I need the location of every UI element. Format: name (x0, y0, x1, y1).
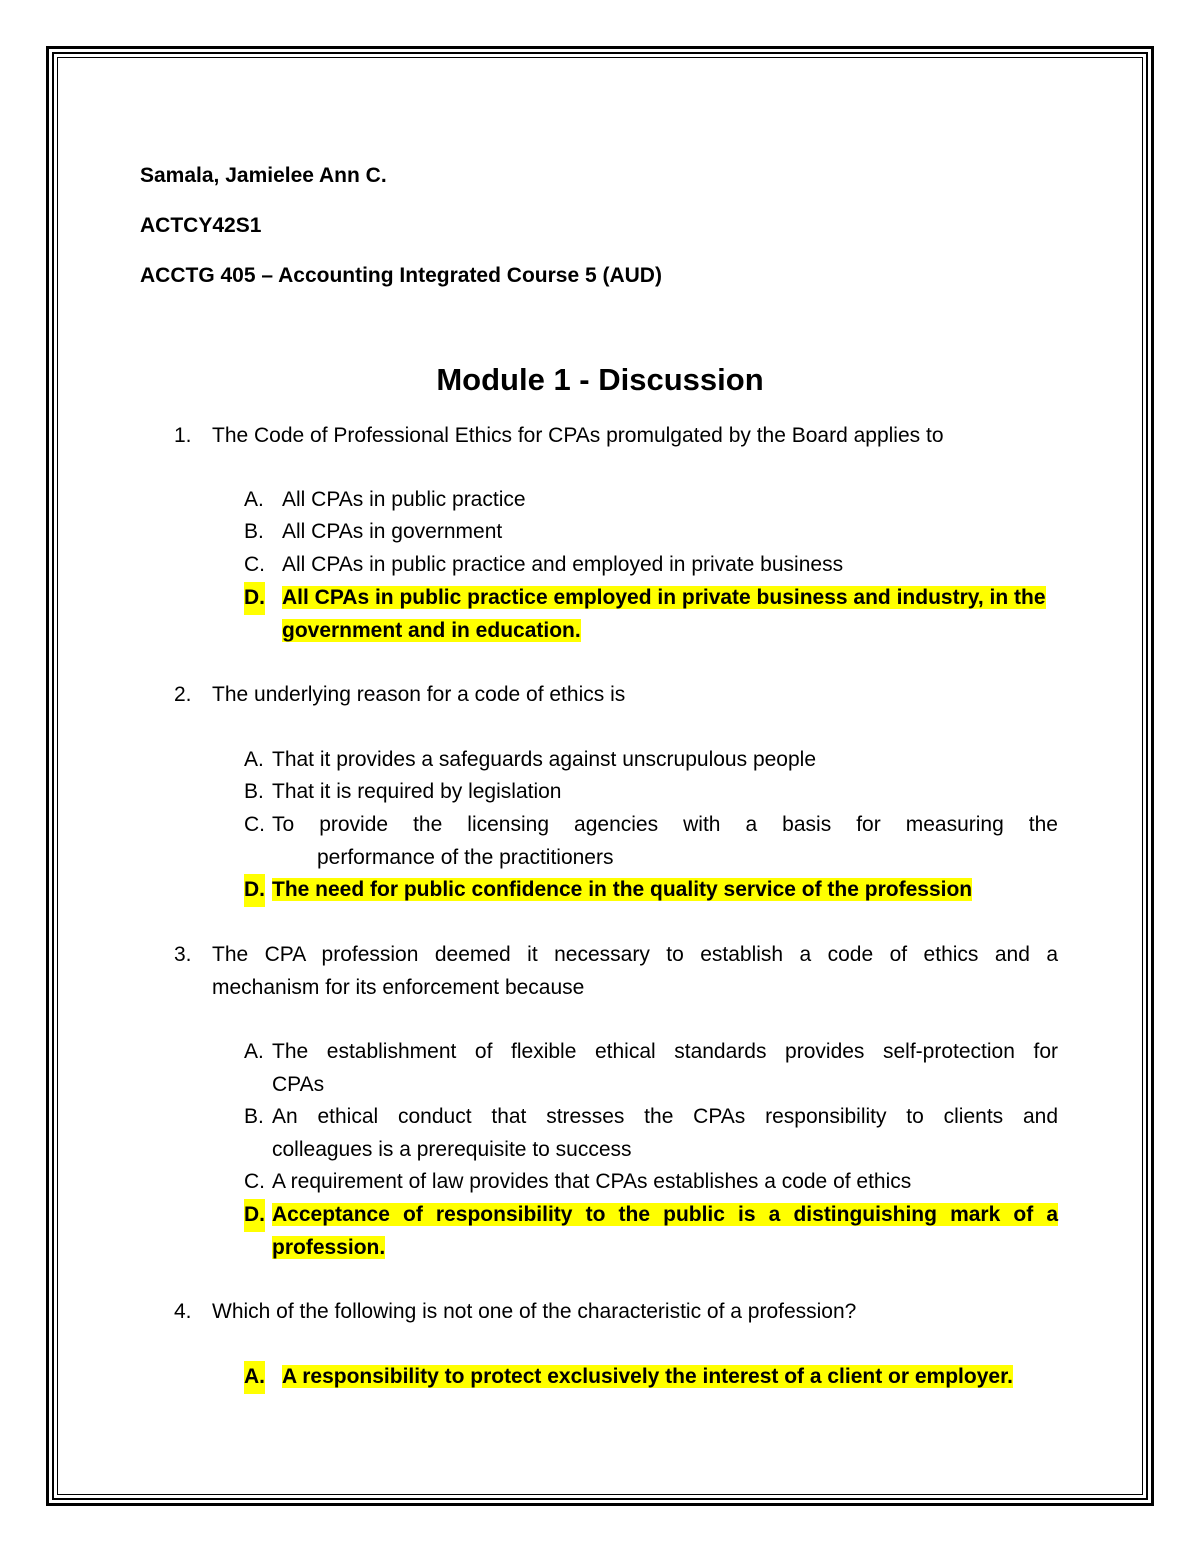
option-label: C. (244, 553, 265, 576)
question-text: The underlying reason for a code of ethics is (212, 683, 626, 706)
option-text: All CPAs in public practice (282, 488, 526, 511)
option-text-line-2: colleagues is a prerequisite to success (272, 1137, 632, 1161)
option-text: All CPAs in public practice and employed in private business (282, 553, 844, 576)
option-2c (244, 809, 1058, 874)
question-text-line-1: The CPA profession deemed it necessary to establish a code of ethics and a (212, 943, 1058, 966)
option-text-line-1: To provide the licensing agencies with a basis for measuring the (272, 813, 1058, 836)
option-3a (244, 1036, 1058, 1101)
option-text: All CPAs in government (282, 520, 503, 543)
option-text-line-1: An ethical conduct that stresses the CPAs responsibility to clients and (272, 1105, 1058, 1128)
question-3 (174, 939, 1058, 1004)
page-title: Module 1 - Discussion (436, 362, 764, 397)
option-1a (244, 484, 1058, 517)
course-title: ACCTG 405 – Accounting Integrated Course 5 (AUD) (140, 264, 662, 287)
student-name: Samala, Jamielee Ann C. (140, 164, 387, 187)
option-label: A. (244, 748, 264, 771)
option-text-line-2: performance of the practitioners (317, 845, 614, 869)
option-label: C. (244, 813, 265, 836)
question-text: The Code of Professional Ethics for CPAs promulgated by the Board applies to (212, 424, 944, 447)
question-4 (174, 1296, 1058, 1329)
option-text-line-2: profession. (272, 1235, 386, 1259)
option-4a-answer (244, 1361, 1058, 1394)
option-text-line-1: The establishment of flexible ethical standards provides self-protection for (272, 1040, 1058, 1063)
question-number: 3. (174, 943, 192, 966)
option-text: A requirement of law provides that CPAs establishes a code of ethics (272, 1170, 912, 1193)
question-text-line-2: mechanism for its enforcement because (212, 975, 585, 999)
option-1c (244, 549, 1058, 582)
option-1d-answer (244, 582, 1058, 647)
option-3c (244, 1166, 1058, 1199)
option-label: A. (244, 1361, 265, 1394)
option-label: B. (244, 1105, 264, 1128)
option-text-line-1: All CPAs in public practice employed in private business and industry, in the (282, 586, 1046, 609)
option-text: The need for public confidence in the quality service of the profession (272, 878, 973, 901)
option-label: A. (244, 1040, 264, 1063)
option-text-line-2: government and in education. (282, 618, 581, 642)
option-label: D. (244, 582, 265, 615)
question-number: 1. (174, 424, 192, 447)
question-text: Which of the following is not one of the characteristic of a profession? (212, 1300, 857, 1323)
option-text: A responsibility to protect exclusively the interest of a client or employer. (282, 1365, 1013, 1388)
option-label: D. (244, 874, 265, 907)
option-3d-answer (244, 1199, 1058, 1264)
option-2d-answer (244, 874, 1058, 907)
option-1b (244, 516, 1058, 549)
option-label: D. (244, 1199, 265, 1232)
option-label: B. (244, 780, 264, 803)
option-2a (244, 744, 1058, 777)
question-number: 2. (174, 683, 192, 706)
option-label: B. (244, 520, 264, 543)
student-section: ACTCY42S1 (140, 214, 262, 237)
option-text-line-2: CPAs (272, 1072, 325, 1096)
option-label: C. (244, 1170, 265, 1193)
option-text-line-1: Acceptance of responsibility to the public is a distinguishing mark of a (272, 1203, 1058, 1226)
question-number: 4. (174, 1300, 192, 1323)
option-text: That it is required by legislation (272, 780, 562, 803)
option-3b (244, 1101, 1058, 1166)
question-1 (174, 420, 1058, 453)
question-2 (174, 679, 1058, 712)
option-2b (244, 776, 1058, 809)
option-label: A. (244, 488, 264, 511)
option-text: That it provides a safeguards against unscrupulous people (272, 748, 817, 771)
